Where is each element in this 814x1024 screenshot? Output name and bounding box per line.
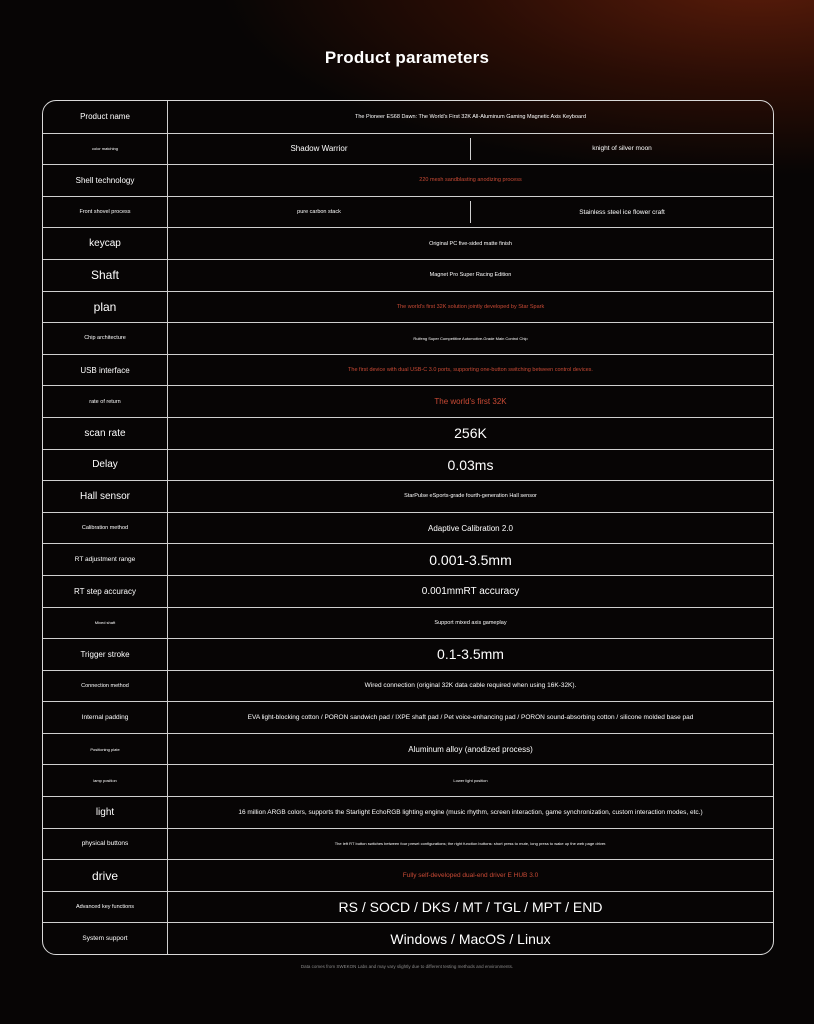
table-row <box>43 543 773 575</box>
table-row <box>43 196 773 228</box>
row-label: Chip architecture <box>43 323 168 354</box>
table-row <box>43 670 773 702</box>
row-label: RT adjustment range <box>43 544 168 575</box>
row-value: 256K <box>454 425 487 442</box>
row-label: USB interface <box>43 355 168 386</box>
table-row <box>43 607 773 639</box>
footnote: Data comes from SWEKON Labs and may vary slightly due to different testing methods and environments. <box>300 964 514 969</box>
row-value: Wired connection (original 32K data cable required when using 16K-32K). <box>364 682 577 690</box>
row-label: physical buttons <box>43 829 168 860</box>
row-value: 0.001mmRT accuracy <box>421 585 520 597</box>
row-value: Fully self-developed dual-end driver E HUB 3.0 <box>402 872 539 880</box>
row-label: lamp position <box>43 765 168 796</box>
table-row <box>43 512 773 544</box>
row-value: 0.03ms <box>447 456 494 473</box>
split-value <box>168 134 773 165</box>
parameters-table <box>42 100 774 955</box>
row-label: light <box>43 797 168 828</box>
row-value: RS / SOCD / DKS / MT / TGL / MPT / END <box>338 899 603 916</box>
table-row <box>43 891 773 923</box>
row-value: 220 mesh sandblasting anodizing process <box>419 177 522 184</box>
row-value: Support mixed axis gameplay <box>434 619 507 626</box>
row-label: Advanced key functions <box>43 892 168 923</box>
row-value: Windows / MacOS / Linux <box>390 930 551 947</box>
table-row <box>43 101 773 133</box>
row-label: Connection method <box>43 671 168 702</box>
table-row <box>43 764 773 796</box>
row-value: Magnet Pro Super Racing Edition <box>429 272 512 279</box>
row-value: Original PC five-sided matte finish <box>429 240 512 247</box>
row-value: The world's first 32K <box>434 397 507 407</box>
table-row <box>43 291 773 323</box>
row-label: Positioning plate <box>43 734 168 765</box>
row-label: RT step accuracy <box>43 576 168 607</box>
table-row <box>43 733 773 765</box>
table-row <box>43 922 773 954</box>
row-value: Adaptive Calibration 2.0 <box>428 523 513 533</box>
row-label: Product name <box>43 101 168 133</box>
row-label: scan rate <box>43 418 168 449</box>
row-label: Mixed shaft <box>43 608 168 639</box>
row-value: The left RT button switches between four preset configurations; the right function buttons: short press to mute, long press to wake up the web page driver. <box>334 841 607 847</box>
row-value: 0.1-3.5mm <box>437 646 504 663</box>
row-label: color matching <box>43 134 168 165</box>
row-value-right: Stainless steel ice flower craft <box>470 201 773 224</box>
row-value-left: Shadow Warrior <box>290 144 348 154</box>
page-title: Product parameters <box>324 48 490 67</box>
row-label: Shaft <box>43 260 168 291</box>
table-row <box>43 322 773 354</box>
row-value: 16 million ARGB colors, supports the Starlight EchoRGB lighting engine (music rhythm, screen interaction, game synchronization, custom interaction modes, etc.) <box>238 808 703 816</box>
row-label: plan <box>43 292 168 323</box>
table-row <box>43 417 773 449</box>
split-value <box>168 197 773 228</box>
row-value: Lower light position <box>453 778 488 784</box>
table-row <box>43 133 773 165</box>
table-row <box>43 828 773 860</box>
table-row <box>43 385 773 417</box>
row-label: Internal padding <box>43 702 168 733</box>
row-label: Shell technology <box>43 165 168 196</box>
row-value: StarPulse eSports-grade fourth-generation Hall sensor <box>404 493 537 500</box>
row-label: rate of return <box>43 386 168 417</box>
row-value: Ruifeng Super Competitive Automotive-Grade Main Control Chip <box>413 335 528 341</box>
row-value: The world's first 32K solution jointly developed by Star Spark <box>396 303 545 310</box>
row-value-left: pure carbon stack <box>297 209 341 216</box>
table-row <box>43 164 773 196</box>
table-row <box>43 259 773 291</box>
row-value: Aluminum alloy (anodized process) <box>408 744 533 754</box>
row-label: Delay <box>43 450 168 481</box>
table-row <box>43 796 773 828</box>
table-row <box>43 480 773 512</box>
row-value: EVA light-blocking cotton / PORON sandwich pad / IXPE shaft pad / Pet voice-enhancing pad / PORON sound-absorbing cotton / silicone molded base pad <box>247 714 694 722</box>
row-label: drive <box>43 860 168 891</box>
table-row <box>43 575 773 607</box>
table-row <box>43 701 773 733</box>
table-row <box>43 449 773 481</box>
table-row <box>43 859 773 891</box>
row-value-right: knight of silver moon <box>470 138 773 161</box>
row-label: System support <box>43 923 168 954</box>
row-value: The first device with dual USB-C 3.0 ports, supporting one-button switching between control devices. <box>348 367 593 374</box>
table-row <box>43 638 773 670</box>
row-label: keycap <box>43 228 168 259</box>
row-value: 0.001-3.5mm <box>429 551 512 568</box>
table-row <box>43 354 773 386</box>
table-row <box>43 227 773 259</box>
row-label: Calibration method <box>43 513 168 544</box>
row-label: Hall sensor <box>43 481 168 512</box>
row-value: The Pioneer ES68 Dawn: The World's First 32K All-Aluminum Gaming Magnetic Axis Keyboard <box>354 113 587 120</box>
row-label: Trigger stroke <box>43 639 168 670</box>
row-label: Front shovel process <box>43 197 168 228</box>
